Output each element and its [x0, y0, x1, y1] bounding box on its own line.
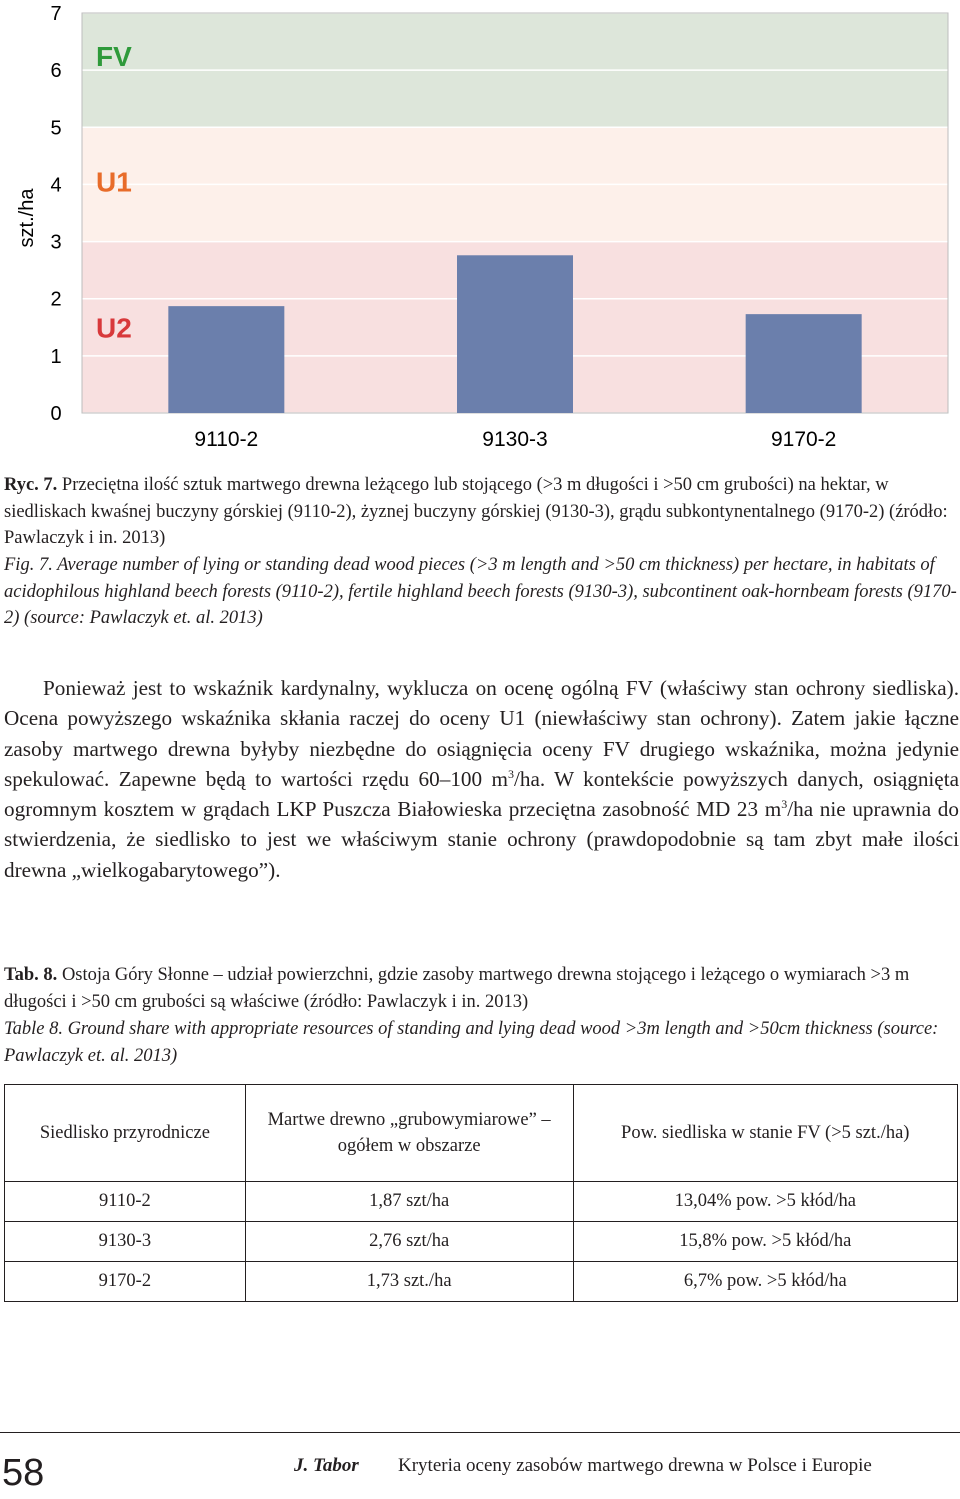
- y-tick-label: 5: [50, 117, 62, 140]
- bar-9130-3: [457, 255, 573, 413]
- table-caption-pl: [4, 962, 958, 1015]
- paragraph-part-1: Ponieważ jest to wskaźnik kardynalny, wyklucza on ocenę ogólną FV (właściwy stan ochrony siedliska). Ocena powyższego wskaźnika skłania raczej do oceny U1 (niewłaściwy stan ochrony). Zatem jakie łączne zasoby martwego drewna byłyby niezbędne do osiągnięcia oceny FV drugiego wskaźnika, można jedynie spekulować. Zapewne będą to wartości rzędu 60–100 m: [4, 676, 959, 791]
- footer-rule: [0, 1432, 960, 1433]
- figure-caption-pl-label: Ryc. 7.: [4, 475, 58, 495]
- cell-habitat: 9130-3: [5, 1222, 246, 1262]
- header-habitat: Siedlisko przyrodnicze: [5, 1085, 246, 1182]
- table-row: [5, 1182, 958, 1222]
- x-tick-label: 9110-2: [194, 428, 259, 451]
- bar-9170-2: [746, 314, 862, 413]
- table-caption-pl-text: Ostoja Góry Słonne – udział powierzchni, gdzie zasoby martwego drewna stojącego i leżącego o wymiarach >3 m długości i >50 cm grubości są właściwe (źródło: Pawlaczyk i in. 2013): [4, 965, 910, 1012]
- table-header-row: [5, 1085, 958, 1182]
- y-tick-label: 3: [50, 231, 62, 254]
- table-row: [5, 1262, 958, 1302]
- status-band-label-u1: U1: [96, 166, 132, 198]
- status-band-label-u2: U2: [96, 312, 132, 344]
- status-band-label-fv: FV: [96, 40, 132, 72]
- cell-dead-wood: 2,76 szt/ha: [245, 1222, 573, 1262]
- cell-fv-share: 13,04% pow. >5 kłód/ha: [573, 1182, 958, 1222]
- y-tick-label: 6: [50, 60, 62, 83]
- y-tick-label: 4: [50, 174, 62, 197]
- table-caption-pl-label: Tab. 8.: [4, 965, 58, 985]
- y-tick-label: 1: [50, 345, 62, 368]
- x-tick-label: 9170-2: [770, 428, 837, 451]
- y-tick-label: 0: [50, 403, 62, 425]
- footer-author: J. Tabor: [294, 1455, 359, 1476]
- cell-fv-share: 6,7% pow. >5 kłód/ha: [573, 1262, 958, 1302]
- paragraph-sup-1: 3: [507, 766, 514, 781]
- figure-caption-en: Fig. 7. Average number of lying or standing dead wood pieces (>3 m length and >50 cm thickness) per hectare, in habitats of acidophilous highland beech forests (9110-2), fertile highland beech forests (9130-3), subcontinent oak-hornbeam forests (9170-2) (source: Pawlaczyk et. al. 2013): [4, 555, 957, 628]
- header-fv-share: Pow. siedliska w stanie FV (>5 szt./ha): [573, 1085, 958, 1182]
- cell-habitat: 9110-2: [5, 1182, 246, 1222]
- paragraph-part-3: /ha nie uprawnia do stwierdzenia, że siedlisko to jest we właściwym stanie ochrony (prawdopodobnie są tam zbyt małe ilości drewna „wielkogabarytowego”).: [4, 797, 959, 882]
- footer-book-title: Kryteria oceny zasobów martwego drewna w Polsce i Europie: [398, 1455, 872, 1476]
- dead-wood-bar-chart: [0, 0, 960, 460]
- dead-wood-table: [4, 1084, 958, 1302]
- body-paragraph: [4, 673, 959, 885]
- cell-habitat: 9170-2: [5, 1262, 246, 1302]
- page-number: 58: [2, 1452, 45, 1494]
- paragraph-part-2: /ha. W kontekście powyższych danych, osiągnięta ogromnym kosztem w grądach LKP Puszcza Białowieska przeciętna zasobność MD 23 m: [4, 766, 959, 822]
- paragraph-sup-2: 3: [781, 797, 788, 812]
- figure-caption-pl: [4, 472, 958, 552]
- table-caption-en: Table 8. Ground share with appropriate resources of standing and lying dead wood >3m length and >50cm thickness (source: Pawlaczyk et. al. 2013): [4, 1019, 939, 1066]
- cell-fv-share: 15,8% pow. >5 kłód/ha: [573, 1222, 958, 1262]
- y-axis-label: szt./ha: [16, 188, 38, 248]
- cell-dead-wood: 1,73 szt./ha: [245, 1262, 573, 1302]
- y-tick-label: 2: [50, 288, 62, 311]
- x-tick-label: 9130-3: [482, 428, 548, 451]
- bar-9110-2: [168, 306, 284, 413]
- cell-dead-wood: 1,87 szt/ha: [245, 1182, 573, 1222]
- y-tick-label: 7: [50, 3, 62, 25]
- header-dead-wood-total: Martwe drewno „grubowymiarowe” – ogółem w obszarze: [245, 1085, 573, 1182]
- figure-caption-pl-text: Przeciętna ilość sztuk martwego drewna leżącego lub stojącego (>3 m długości i >50 cm grubości) na hektar, w siedliskach kwaśnej buczyny górskiej (9110-2), żyznej buczyny górskiej (9130-3), grądu subkontynentalnego (9170-2) (źródło: Pawlaczyk i in. 2013): [4, 475, 948, 548]
- table-row: [5, 1222, 958, 1262]
